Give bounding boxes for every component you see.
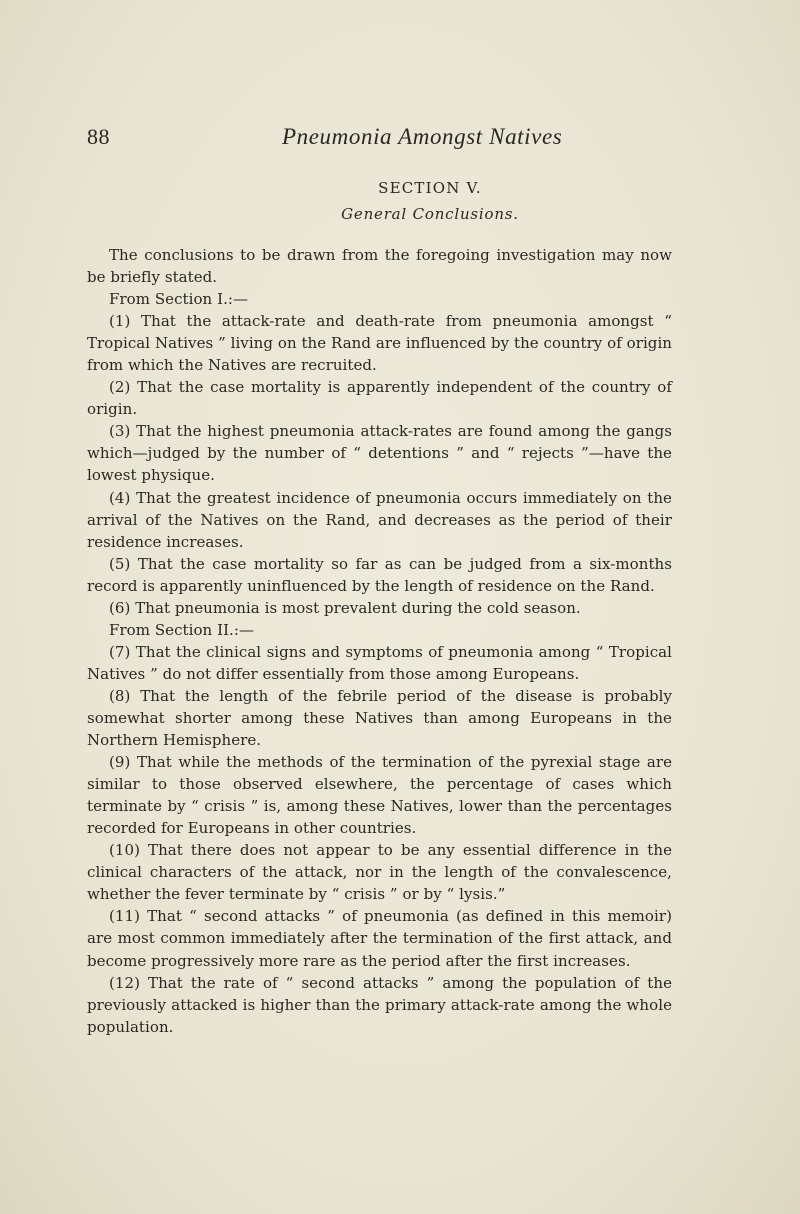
paragraph-intro: The conclusions to be drawn from the foregoing investigation may now be briefly stated. bbox=[87, 246, 672, 287]
conclusion-7: (7) That the clinical signs and symptoms of pneumonia among “ Tropical Natives ” do not differ essentially from those among Europeans. bbox=[87, 642, 672, 683]
paragraph-from-section-1: From Section I.:— bbox=[109, 290, 249, 309]
conclusion-3: (3) That the highest pneumonia attack-rates are found among the gangs which—judged by the number of “ detentions ” and “ rejects ”—have the lowest physique. bbox=[87, 422, 672, 485]
page-header bbox=[87, 124, 563, 154]
body-text bbox=[87, 244, 672, 1038]
conclusion-4: (4) That the greatest incidence of pneumonia occurs immediately on the arrival of the Natives on the Rand, and decreases as the period of their residence increases. bbox=[87, 488, 672, 551]
conclusion-8: (8) That the length of the febrile period of the disease is probably somewhat shorter among these Natives than among Europeans in the Northern Hemisphere. bbox=[87, 686, 672, 750]
conclusion-10: (10) That there does not appear to be any essential difference in the clinical characters of the attack, nor in the length of the convalescence, whether the fever terminate by “ crisis ” or by “ lysis.” bbox=[87, 841, 672, 904]
conclusion-12: (12) That the rate of “ second attacks ” among the population of the previously attacked is higher than the primary attack-rate among the whole population. bbox=[87, 973, 672, 1036]
section-heading: SECTION V. bbox=[378, 179, 482, 197]
section-subtitle: General Conclusions. bbox=[341, 205, 519, 223]
running-title: Pneumonia Amongst Natives bbox=[282, 124, 563, 149]
conclusion-5: (5) That the case mortality so far as can be judged from a six-months record is apparently uninfluenced by the length of residence on the Rand. bbox=[87, 554, 672, 595]
conclusion-2: (2) That the case mortality is apparently independent of the country of origin. bbox=[87, 378, 672, 419]
page-number: 88 bbox=[87, 124, 110, 149]
conclusion-11: (11) That “ second attacks ” of pneumonia (as defined in this memoir) are most common immediately after the termination of the first attack, and become progressively more rare as the period after the first increases. bbox=[87, 907, 672, 970]
conclusion-6: (6) That pneumonia is most prevalent during the cold season. bbox=[109, 598, 581, 617]
conclusion-1: (1) That the attack-rate and death-rate from pneumonia amongst “ Tropical Natives ” living on the Rand are influenced by the country of origin from which the Natives are recruited. bbox=[87, 312, 673, 375]
conclusion-9: (9) That while the methods of the termination of the pyrexial stage are similar to those observed elsewhere, the percentage of cases which terminate by “ crisis ” is, among these Natives, lower than the percentages recorded for Europeans in other countries. bbox=[87, 753, 672, 838]
paragraph-from-section-2: From Section II.:— bbox=[109, 620, 255, 639]
